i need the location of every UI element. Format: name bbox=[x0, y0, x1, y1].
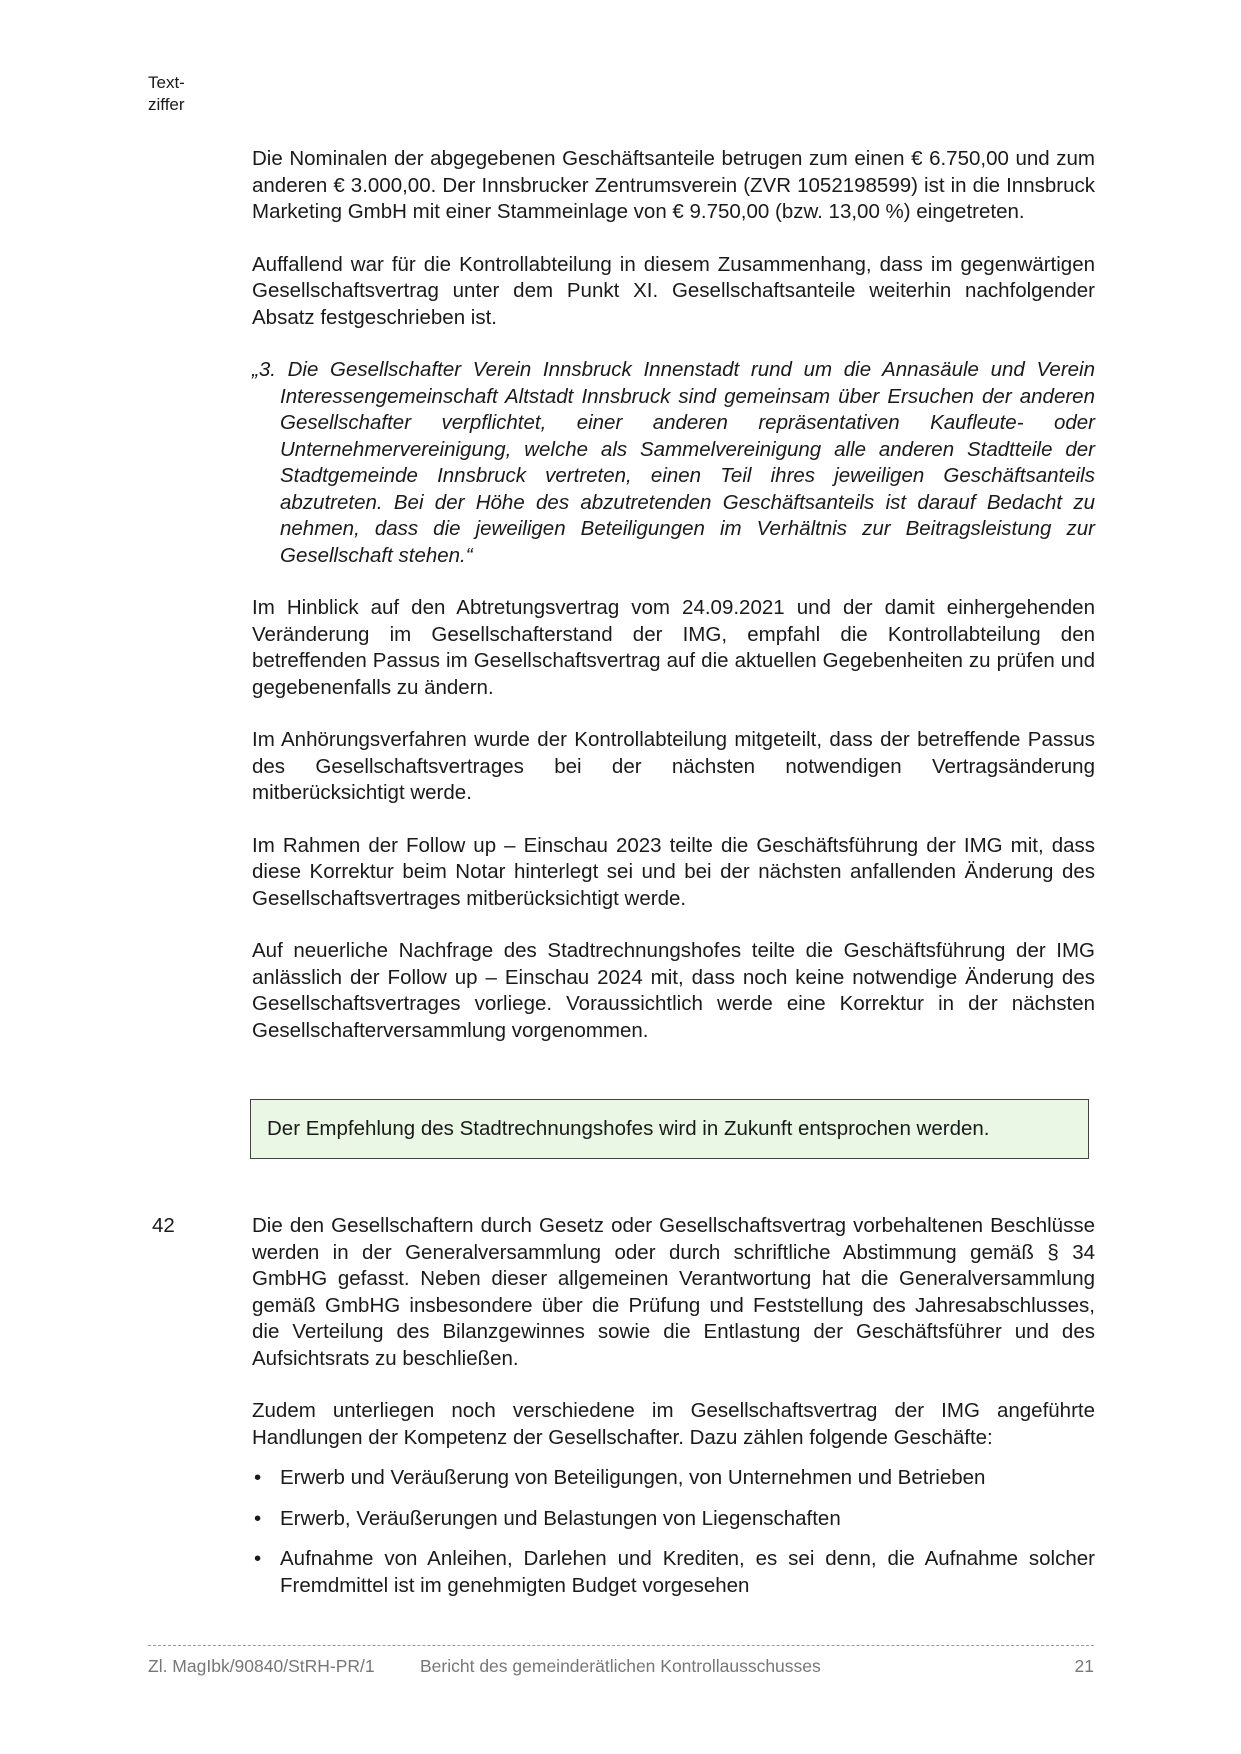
bullet-icon: • bbox=[254, 1466, 262, 1489]
paragraph-observation: Auffallend war für die Kontrollabteilung in diesem Zusammenhang, dass im gegenwärtigen Gesellschaftsvertrag unter dem Punkt XI. Gesellschaftsanteile weiterhin nachfolgender Absatz festgeschrieben ist. bbox=[252, 252, 1095, 329]
list-item-text: Erwerb, Veräußerungen und Belastungen von Liegenschaften bbox=[280, 1506, 841, 1530]
section-42 bbox=[252, 1213, 1095, 1613]
list-item-text: Aufnahme von Anleihen, Darlehen und Krediten, es sei denn, die Aufnahme solcher Fremdmittel ist im genehmigten Budget vorgesehen bbox=[280, 1547, 1095, 1597]
margin-label-textziffer: Text- ziffer bbox=[148, 73, 185, 114]
footer-title: Bericht des gemeinderätlichen Kontrollausschusses bbox=[420, 1656, 821, 1676]
paragraph-follow-up-2023: Im Rahmen der Follow up – Einschau 2023 teilte die Geschäftsführung der IMG mit, dass diese Korrektur beim Notar hinterlegt sei und bei der nächsten anfallenden Änderung des Gesellschaftsvertrages mitberücksichtigt werde. bbox=[252, 833, 1095, 910]
paragraph-hearing: Im Anhörungsverfahren wurde der Kontrollabteilung mitgeteilt, dass der betreffende Passus des Gesellschaftsvertrages bei der nächsten notwendigen Vertragsänderung mitberücksichtigt werde. bbox=[252, 728, 1095, 804]
paragraph-general-assembly: Die den Gesellschaftern durch Gesetz oder Gesellschaftsvertrag vorbehaltenen Beschlüsse werden in der Generalversammlung oder durch schriftliche Abstimmung gemäß § 34 GmbHG gefasst. Neben dieser allgemeinen Verantwortung hat die Generalversammlung gemäß GmbHG insbesondere über die Prüfung und Feststellung des Jahresabschlusses, die Verteilung des Bilanzgewinnes sowie die Entlastung der Geschäftsführer und des Aufsichtsrats zu beschließen. bbox=[252, 1214, 1095, 1370]
paragraph-follow-up-2024: Auf neuerliche Nachfrage des Stadtrechnungshofes teilte die Geschäftsführung der IMG anlässlich der Follow up – Einschau 2024 mit, dass noch keine notwendige Änderung des Gesellschaftsvertrages vorliege. Voraussichtlich werde eine Korrektur in der nächsten Gesellschafterversammlung vorgenommen. bbox=[252, 939, 1095, 1042]
page-footer bbox=[148, 1656, 1094, 1677]
list-item-text: Erwerb und Veräußerung von Beteiligungen, von Unternehmen und Betrieben bbox=[280, 1466, 986, 1489]
paragraph-nominal-values: Die Nominalen der abgegebenen Geschäftsanteile betrugen zum einen € 6.750,00 und zum anderen € 3.000,00. Der Innsbrucker Zentrumsverein (ZVR 1052198599) ist in die Innsbruck Marketing GmbH mit einer Stammeinlage von € 9.750,00 (bzw. 13,00 %) eingetreten. bbox=[252, 147, 1095, 223]
text-number-42: 42 bbox=[152, 1214, 175, 1237]
footer-divider bbox=[148, 1645, 1094, 1646]
bullet-icon: • bbox=[254, 1547, 262, 1570]
bullet-list-transactions bbox=[252, 1465, 1095, 1599]
list-item bbox=[252, 1465, 1095, 1492]
list-item bbox=[252, 1546, 1095, 1599]
footer-reference: Zl. MagIbk/90840/StRH-PR/1 bbox=[148, 1656, 375, 1676]
paragraph-shareholder-competence: Zudem unterliegen noch verschiedene im Gesellschaftsvertrag der IMG angeführte Handlungen der Kompetenz der Gesellschafter. Dazu zählen folgende Geschäfte: bbox=[252, 1399, 1095, 1449]
recommendation-status-text: Der Empfehlung des Stadtrechnungshofes wird in Zukunft entsprochen werden. bbox=[267, 1117, 990, 1140]
section-previous bbox=[252, 146, 1095, 1044]
paragraph-recommendation: Im Hinblick auf den Abtretungsvertrag vom 24.09.2021 und der damit einhergehenden Veränderung im Gesellschafterstand der IMG, empfahl die Kontrollabteilung den betreffenden Passus im Gesellschaftsvertrag auf die aktuellen Gegebenheiten zu prüfen und gegebenenfalls zu ändern. bbox=[252, 596, 1095, 699]
page-number: 21 bbox=[1074, 1656, 1094, 1676]
bullet-icon: • bbox=[254, 1506, 262, 1530]
quoted-contract-clause: „3. Die Gesellschafter Verein Innsbruck Innenstadt rund um die Annasäule und Verein Interessengemeinschaft Altstadt Innsbruck sind gemeinsam über Ersuchen der anderen Gesellschafter verpflichtet, einer anderen repräsentativen Kaufleute- oder Unternehmervereinigung, welche als Sammelvereinigung alle anderen Stadtteile der Stadtgemeinde Innsbruck vertreten, einen Teil ihres jeweiligen Geschäftsanteils abzutreten. Bei der Höhe des abzutretenden Geschäftsanteils ist darauf Bedacht zu nehmen, dass die jeweiligen Beteiligungen im Verhältnis zur Beitragsleistung zur Gesellschaft stehen.“ bbox=[252, 358, 1095, 567]
list-item bbox=[252, 1506, 1095, 1533]
recommendation-status-box bbox=[250, 1099, 1089, 1159]
